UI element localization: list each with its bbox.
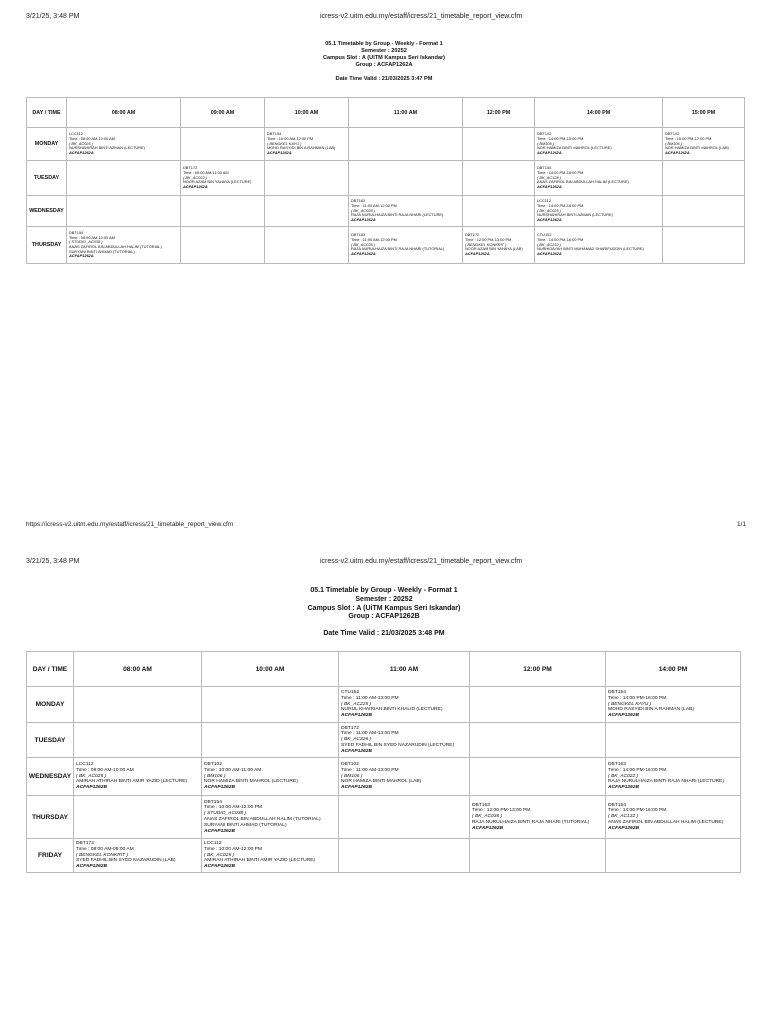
course-code: DBT154 bbox=[608, 802, 626, 808]
room-name: ( BK_AC036 ) bbox=[351, 242, 376, 247]
empty-slot bbox=[663, 227, 745, 264]
empty-slot bbox=[463, 161, 535, 196]
class-slot bbox=[606, 758, 741, 796]
empty-slot bbox=[265, 227, 349, 264]
report-campus: Campus Slot : A (UiTM Kampus Seri Iskandar) bbox=[307, 604, 461, 612]
class-time: Time : 14:00 PM-16:00 PM bbox=[608, 695, 667, 701]
lecturer-name: ANAS ZAFIROL BIN ABDULLAH HALIM (TUTORIAL) bbox=[69, 245, 162, 249]
report-title-block bbox=[0, 41, 768, 83]
lecturer-name: SYED FADHIL BIN SYED NAZARUDIN (LECTURE) bbox=[341, 742, 455, 748]
course-code: DBT172 bbox=[465, 233, 480, 238]
empty-slot bbox=[349, 128, 463, 161]
course-code: DBT154 bbox=[537, 166, 552, 171]
class-slot bbox=[202, 839, 339, 873]
class-time: Time : 08:00 AM-09:00 AM bbox=[76, 846, 134, 852]
time-slot-header: 09:00 AM bbox=[181, 98, 265, 128]
lecturer-name: SURYANI BINTI AHMAD (TUTORIAL) bbox=[204, 822, 287, 828]
class-slot bbox=[339, 758, 470, 796]
class-time: Time : 11:00 AM-13:00 PM bbox=[341, 767, 399, 773]
lecturer-name: NOR HAMIZA BINTI MAHROL (LECTURE) bbox=[537, 146, 612, 151]
lecturer-name: AMIRAH ATHIRAH BINTI AMIR YAZID (LECTURE) bbox=[76, 779, 188, 785]
room-name: ( BENGKEL KONKRIT ) bbox=[465, 242, 507, 247]
course-code: DBT154 bbox=[608, 690, 626, 696]
course-code: LCC112 bbox=[69, 132, 83, 137]
room-name: ( BK_AC025 ) bbox=[76, 773, 107, 779]
day-label: THURSDAY bbox=[27, 227, 67, 264]
time-slot-header: 14:00 PM bbox=[606, 652, 741, 687]
room-name: ( BM106 ) bbox=[341, 773, 363, 779]
lecturer-name: NOR HAMIZA BINTI MAHROL (LAB) bbox=[665, 146, 729, 151]
day-label: FRIDAY bbox=[27, 839, 74, 873]
course-code: DBT102 bbox=[341, 762, 359, 768]
class-slot bbox=[663, 128, 745, 161]
course-code: DBT163 bbox=[608, 762, 626, 768]
course-code: DBT102 bbox=[204, 762, 222, 768]
class-slot bbox=[535, 161, 663, 196]
class-time: Time : 11:00 AM-12:00 PM bbox=[351, 204, 397, 209]
class-slot bbox=[74, 758, 202, 796]
day-label: THURSDAY bbox=[27, 796, 74, 839]
lecturer-name: ANAS ZAFIROL BIN ABDULLAH HALIM (TUTORIAL) bbox=[204, 817, 321, 822]
report-title-block bbox=[0, 587, 768, 639]
empty-slot bbox=[606, 723, 741, 758]
print-page-title: icress-v2.uitm.edu.my/estaff/icress/21_timetable_report_view.cfm bbox=[320, 13, 523, 20]
time-slot-header: 08:00 AM bbox=[67, 98, 181, 128]
group-code: ACFAP1262B bbox=[341, 748, 372, 754]
time-slot-header: 11:00 AM bbox=[349, 98, 463, 128]
group-code: ACFAP1262A bbox=[69, 150, 94, 155]
room-name: ( BK_AC232 ) bbox=[537, 242, 562, 247]
empty-slot bbox=[339, 839, 470, 873]
lecturer-name: AMIRAH ATHIRAH BINTI AMIR YAZID (LECTURE) bbox=[204, 858, 316, 864]
print-page-number: 1/1 bbox=[736, 521, 746, 528]
table-row bbox=[27, 723, 741, 758]
course-code: DBT154 bbox=[69, 231, 84, 236]
group-code: ACFAP1262A bbox=[69, 254, 94, 259]
lecturer-name: ANAS ZAFIROL BIN ABDULLAH HALIM (LECTURE) bbox=[608, 819, 724, 825]
course-code: DBT102 bbox=[665, 132, 680, 137]
empty-slot bbox=[606, 839, 741, 873]
group-code: ACFAP1262A bbox=[351, 251, 376, 256]
group-code: ACFAP1262A bbox=[351, 217, 376, 222]
lecturer-name: NOR HAMIZA BINTI MAHROL (LAB) bbox=[341, 779, 422, 785]
course-code: LCC112 bbox=[204, 841, 222, 847]
room-name: ( BENGKEL KONKRIT ) bbox=[76, 852, 129, 858]
class-slot bbox=[535, 227, 663, 264]
print-page-title: icress-v2.uitm.edu.my/estaff/icress/21_timetable_report_view.cfm bbox=[320, 558, 523, 565]
class-slot bbox=[202, 796, 339, 839]
empty-slot bbox=[265, 196, 349, 227]
time-slot-header: 12:00 PM bbox=[463, 98, 535, 128]
class-slot bbox=[181, 161, 265, 196]
time-slot-header: 10:00 AM bbox=[202, 652, 339, 687]
empty-slot bbox=[265, 161, 349, 196]
room-name: ( BK_AC025 ) bbox=[537, 208, 562, 213]
room-name: ( BENGKEL KAYU ) bbox=[608, 701, 652, 707]
room-name: ( BK_AC225 ) bbox=[341, 701, 372, 707]
lecturer-name: RAJA NURULHAIZA BINTI RAJA NHARI (TUTORIAL) bbox=[472, 819, 590, 825]
report-title: 05.1 Timetable by Group - Weekly - Format 1 bbox=[310, 587, 458, 594]
empty-slot bbox=[463, 196, 535, 227]
empty-slot bbox=[67, 161, 181, 196]
group-code: ACFAP1262A bbox=[537, 184, 562, 189]
class-slot bbox=[535, 128, 663, 161]
time-slot-header: 15:00 PM bbox=[663, 98, 745, 128]
class-slot bbox=[463, 227, 535, 264]
lecturer-name: MOHD RASYIDI BIN A RAHMAN (LAB) bbox=[267, 146, 336, 151]
group-code: ACFAP1262A bbox=[537, 251, 562, 256]
room-name: ( BK_AC132 ) bbox=[608, 814, 639, 820]
course-code: DBT163 bbox=[351, 199, 366, 204]
class-time: Time : 15:00 PM-17:00 PM bbox=[665, 137, 712, 142]
empty-slot bbox=[202, 723, 339, 758]
class-time: Time : 10:00 AM-12:00 PM bbox=[204, 805, 262, 811]
course-code: DBT163 bbox=[472, 802, 490, 808]
group-code: ACFAP1262B bbox=[608, 785, 639, 791]
room-name: ( BK_AC025 ) bbox=[69, 141, 94, 146]
class-time: Time : 12:00 PM-13:00 PM bbox=[465, 238, 512, 243]
report-semester: Semester : 20252 bbox=[361, 47, 407, 54]
room-name: ( BM106 ) bbox=[537, 141, 555, 146]
class-time: Time : 11:00 AM-12:00 PM bbox=[351, 238, 397, 243]
class-time: Time : 14:00 PM-15:00 PM bbox=[537, 137, 584, 142]
room-name: ( BENGKEL KAYU ) bbox=[267, 141, 302, 146]
timetable-group-a bbox=[26, 97, 745, 264]
group-code: ACFAP1262A bbox=[665, 150, 690, 155]
class-time: Time : 11:00 AM-13:00 PM bbox=[341, 695, 399, 701]
empty-slot bbox=[74, 796, 202, 839]
group-code: ACFAP1262A bbox=[537, 217, 562, 222]
time-slot-header: 12:00 PM bbox=[470, 652, 606, 687]
table-row bbox=[27, 128, 745, 161]
class-time: Time : 09:00 AM-11:00 AM bbox=[183, 171, 229, 176]
day-label: WEDNESDAY bbox=[27, 758, 74, 796]
day-label: TUESDAY bbox=[27, 161, 67, 196]
group-code: ACFAP1262A bbox=[465, 251, 490, 256]
class-time: Time : 10:00 AM-11:00 AM bbox=[204, 767, 262, 773]
class-time: Time : 10:00 AM-12:00 PM bbox=[267, 137, 314, 142]
class-slot bbox=[265, 128, 349, 161]
empty-slot bbox=[663, 196, 745, 227]
room-name: ( BK_AC022 ) bbox=[608, 773, 639, 779]
table-row bbox=[27, 161, 745, 196]
course-code: LCC112 bbox=[76, 762, 94, 768]
empty-slot bbox=[181, 196, 265, 227]
room-name: ( BK_AC128 ) bbox=[537, 175, 562, 180]
class-slot bbox=[202, 758, 339, 796]
empty-slot bbox=[470, 723, 606, 758]
room-name: ( BM106 ) bbox=[665, 141, 683, 146]
class-time: Time : 14:00 PM-16:00 PM bbox=[537, 171, 584, 176]
day-time-header: DAY / TIME bbox=[27, 98, 67, 128]
report-semester: Semester : 20252 bbox=[355, 595, 413, 603]
lecturer-name: ANAS ZAFIROL BIN ABDULLAH HALIM (LECTURE) bbox=[537, 180, 629, 185]
class-time: Time : 08:00 AM-10:00 AM bbox=[76, 767, 134, 773]
course-code: DBT154 bbox=[204, 799, 222, 805]
lecturer-name: MOHD RASYIDI BIN A RAHMAN (LAB) bbox=[608, 707, 694, 713]
empty-slot bbox=[339, 796, 470, 839]
group-code: ACFAP1262B bbox=[608, 825, 639, 831]
group-code: ACFAP1262B bbox=[76, 864, 107, 870]
empty-slot bbox=[663, 161, 745, 196]
room-name: ( BK_AC036 ) bbox=[351, 208, 376, 213]
group-code: ACFAP1262B bbox=[204, 828, 235, 834]
lecturer-name: SYED FADHIL BIN SYED NAZARUDIN (LAB) bbox=[76, 858, 176, 864]
table-row bbox=[27, 796, 741, 839]
day-label: TUESDAY bbox=[27, 723, 74, 758]
group-code: ACFAP1262A bbox=[267, 150, 292, 155]
day-label: MONDAY bbox=[27, 128, 67, 161]
room-name: ( STUDIO_AC038 ) bbox=[69, 240, 103, 245]
room-name: ( STUDIO_AC038 ) bbox=[204, 811, 247, 817]
empty-slot bbox=[463, 128, 535, 161]
print-datetime: 3/21/25, 3:48 PM bbox=[26, 13, 80, 20]
class-slot bbox=[67, 128, 181, 161]
course-code: CTU152 bbox=[341, 690, 360, 696]
group-code: ACFAP1262B bbox=[76, 785, 107, 791]
class-slot bbox=[349, 196, 463, 227]
group-code: ACFAP1262A bbox=[183, 184, 208, 189]
report-group: Group : ACFAP1262B bbox=[348, 613, 420, 621]
time-slot-header: 08:00 AM bbox=[74, 652, 202, 687]
class-time: Time : 08:00 AM-10:00 AM bbox=[69, 137, 115, 142]
time-slot-header: 14:00 PM bbox=[535, 98, 663, 128]
group-code: ACFAP1262B bbox=[341, 713, 372, 719]
class-time: Time : 11:00 AM-13:00 PM bbox=[341, 731, 399, 737]
empty-slot bbox=[181, 227, 265, 264]
time-slot-header: 11:00 AM bbox=[339, 652, 470, 687]
report-group: Group : ACFAP1262A bbox=[355, 61, 413, 68]
empty-slot bbox=[181, 128, 265, 161]
lecturer-name: RAJA NURULHAIZA BINTI RAJA NHARI (TUTORIAL) bbox=[351, 247, 445, 252]
lecturer-name: RAJA NURULHAIZA BINTI RAJA NHARI (LECTURE) bbox=[608, 779, 725, 785]
class-slot bbox=[339, 687, 470, 723]
empty-slot bbox=[470, 839, 606, 873]
header-row bbox=[27, 98, 745, 128]
class-slot bbox=[349, 227, 463, 264]
room-name: ( BK_AC036 ) bbox=[472, 814, 503, 820]
empty-slot bbox=[67, 196, 181, 227]
header-row bbox=[27, 652, 741, 687]
course-code: DBT163 bbox=[351, 233, 366, 238]
lecturer-name: NOOR AZAM BIN YAHAYA (LAB) bbox=[465, 247, 523, 252]
timetable-group-b bbox=[26, 651, 741, 873]
print-footer-url: https://icress-v2.uitm.edu.my/estaff/icress/21_timetable_report_view.cfm bbox=[26, 521, 234, 528]
group-code: ACFAP1262B bbox=[204, 785, 235, 791]
lecturer-name: NURHIDAYAH BINTI MUHAMAD SHARIFUDDIN (LECTURE) bbox=[537, 247, 644, 252]
group-code: ACFAP1262B bbox=[608, 713, 639, 719]
room-name: ( BK_AC022 ) bbox=[183, 175, 208, 180]
lecturer-name: RAJA NURULHAIZA BINTI RAJA NHARI (LECTURE) bbox=[351, 213, 444, 218]
course-code: CTU152 bbox=[537, 233, 552, 238]
class-time: Time : 14:00 PM-16:00 PM bbox=[608, 767, 667, 773]
class-time: Time : 14:00 PM-16:00 PM bbox=[537, 238, 584, 243]
course-code: DBT102 bbox=[537, 132, 552, 137]
lecturer-name: SURYANI BINTI AHMAD (TUTORIAL) bbox=[69, 249, 135, 254]
lecturer-name: NOOR AZAM BIN YAHAYA (LECTURE) bbox=[183, 180, 252, 185]
empty-slot bbox=[470, 758, 606, 796]
lecturer-name: NOR HAMIZA BINTI MAHROL (LECTURE) bbox=[204, 779, 298, 785]
room-name: ( BK_AC025 ) bbox=[204, 852, 235, 858]
report-campus: Campus Slot : A (UiTM Kampus Seri Iskandar) bbox=[322, 54, 446, 61]
lecturer-name: NURUL KHAIRIAH BINTI KHALID (LECTURE) bbox=[341, 707, 443, 713]
course-code: DBT172 bbox=[341, 725, 359, 731]
empty-slot bbox=[74, 723, 202, 758]
lecturer-name: NURSHAHIRAH BINTI AZMAN (LECTURE) bbox=[537, 213, 613, 218]
empty-slot bbox=[470, 687, 606, 723]
empty-slot bbox=[349, 161, 463, 196]
class-slot bbox=[606, 796, 741, 839]
course-code: DBT172 bbox=[183, 166, 198, 171]
room-name: ( BK_AC326 ) bbox=[341, 737, 372, 743]
report-title: 05.1 Timetable by Group - Weekly - Format 1 bbox=[325, 41, 443, 47]
table-row bbox=[27, 839, 741, 873]
print-datetime: 3/21/25, 3:48 PM bbox=[26, 558, 80, 565]
group-code: ACFAP1262B bbox=[472, 825, 503, 831]
class-slot bbox=[606, 687, 741, 723]
day-time-header: DAY / TIME bbox=[27, 652, 74, 687]
course-code: DBT172 bbox=[76, 841, 94, 847]
class-time: Time : 14:00 PM-16:00 PM bbox=[537, 204, 584, 209]
class-slot bbox=[339, 723, 470, 758]
group-code: ACFAP1262B bbox=[204, 864, 235, 870]
table-row bbox=[27, 758, 741, 796]
class-time: Time : 14:00 PM-16:00 PM bbox=[608, 808, 667, 814]
empty-slot bbox=[74, 687, 202, 723]
report-valid: Date Time Valid : 21/03/2025 3:47 PM bbox=[335, 75, 433, 82]
class-slot bbox=[535, 196, 663, 227]
room-name: ( BM106 ) bbox=[204, 773, 226, 779]
group-code: ACFAP1262B bbox=[341, 785, 372, 791]
report-valid: Date Time Valid : 21/03/2025 3:48 PM bbox=[323, 630, 445, 637]
group-code: ACFAP1262A bbox=[537, 150, 562, 155]
time-slot-header: 10:00 AM bbox=[265, 98, 349, 128]
day-label: MONDAY bbox=[27, 687, 74, 723]
day-label: WEDNESDAY bbox=[27, 196, 67, 227]
table-row bbox=[27, 687, 741, 723]
class-time: Time : 08:00 AM-10:00 AM bbox=[69, 235, 115, 240]
table-row bbox=[27, 227, 745, 264]
empty-slot bbox=[202, 687, 339, 723]
table-row bbox=[27, 196, 745, 227]
class-slot bbox=[74, 839, 202, 873]
class-time: Time : 10:00 AM-12:00 PM bbox=[204, 846, 262, 852]
course-code: LCC112 bbox=[537, 199, 551, 204]
class-time: Time : 12:00 PM-13:00 PM bbox=[472, 808, 531, 814]
lecturer-name: NURSHAHIRAH BINTI AZMAN (LECTURE) bbox=[69, 146, 145, 151]
class-slot bbox=[67, 227, 181, 264]
class-slot bbox=[470, 796, 606, 839]
course-code: DBT154 bbox=[267, 132, 282, 137]
